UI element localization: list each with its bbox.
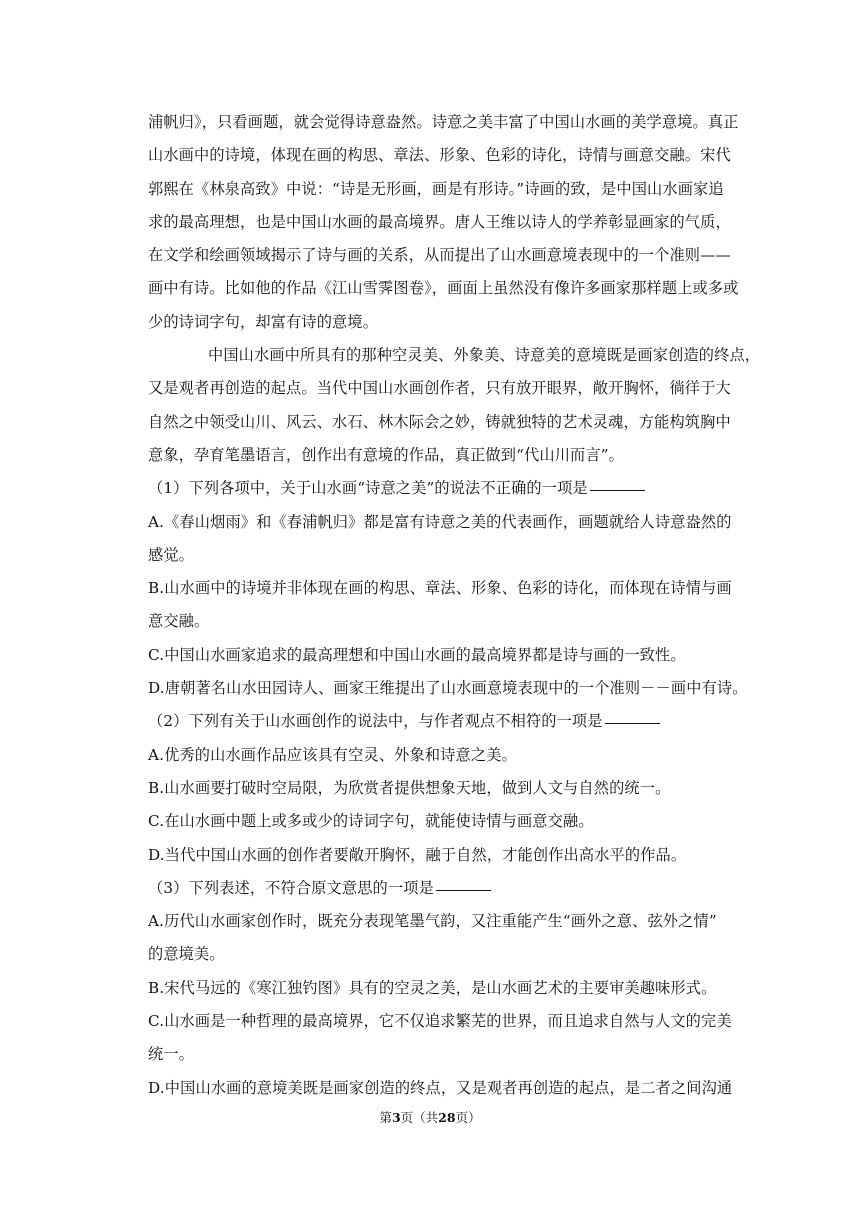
- text-line: 郭熙在《林泉高致》中说：“诗是无形画，画是有形诗。”诗画的致，是中国山水画家追: [148, 179, 724, 198]
- question-1: [148, 472, 748, 705]
- question-stem: [148, 472, 728, 505]
- text-line: 山水画中的诗境，体现在画的构思、章法、形象、色彩的诗化，诗情与画意交融。宋代: [148, 146, 731, 165]
- text-line: 浦帆归》，只看画题，就会觉得诗意盎然。诗意之美丰富了中国山水画的美学意境。真正: [148, 113, 739, 131]
- option-b-continued: 意交融。: [148, 612, 210, 631]
- text-line: 画中有诗。比如他的作品《江山雪霁图卷》，画面上虽然没有像许多画家那样题上或多或: [148, 279, 739, 298]
- page-footer: [0, 1108, 860, 1126]
- option-b: B.山水画要打破时空局限，为欣赏者提供想象天地，做到人文与自然的统一。: [148, 778, 671, 797]
- question-stem: [148, 705, 728, 738]
- question-stem-text: （2）下列有关于山水画创作的说法中，与作者观点不相符的一项是: [148, 712, 603, 731]
- option-c: C.山水画是一种哲理的最高境界，它不仅追求繁芜的世界，而且追求自然与人文的完美: [148, 1012, 732, 1031]
- answer-blank: [590, 489, 645, 491]
- passage-paragraph-1: [148, 106, 739, 339]
- footer-total-pages: 28: [438, 1110, 456, 1125]
- text-line: 求的最高理想，也是中国山水画的最高境界。唐人王维以诗人的学养彰显画家的气质，: [148, 212, 731, 231]
- text-line: 意象，孕育笔墨语言，创作出有意境的作品，真正做到“代山川而言”。: [148, 445, 624, 464]
- text-line: 中国山水画中所具有的那种空灵美、外象美、诗意美的意境既是画家创造的终点，: [208, 346, 761, 365]
- text-line: 少的诗词字句，却富有诗的意境。: [148, 312, 379, 331]
- text-line: 自然之中领受山川、风云、水石、林木际会之妙，铸就独特的艺术灵魂，方能构筑胸中: [148, 412, 731, 431]
- question-stem-text: （1）下列各项中，关于山水画“诗意之美”的说法不正确的一项是: [148, 479, 588, 498]
- option-a-continued: 的意境美。: [148, 945, 225, 964]
- document-page: [148, 106, 761, 1105]
- question-stem: [148, 872, 728, 905]
- question-stem-text: （3）下列表述，不符合原文意思的一项是: [148, 878, 434, 897]
- option-a: A.《春山烟雨》和《春浦帆归》都是富有诗意之美的代表画作，画题就给人诗意盎然的: [148, 512, 732, 531]
- option-a-continued: 感觉。: [148, 545, 195, 564]
- text-line: 又是观者再创造的起点。当代中国山水画创作者，只有放开眼界，敞开胸怀，徜徉于大: [148, 379, 731, 398]
- option-d: D.中国山水画的意境美既是画家创造的终点，又是观者再创造的起点，是二者之间沟通: [148, 1078, 733, 1097]
- footer-page-number: 3: [391, 1110, 401, 1125]
- option-b: B.山水画中的诗境并非体现在画的构思、章法、形象、色彩的诗化，而体现在诗情与画: [148, 579, 732, 598]
- question-2: [148, 705, 728, 871]
- option-a: A.优秀的山水画作品应该具有空灵、外象和诗意之美。: [148, 745, 517, 764]
- answer-blank: [436, 889, 491, 891]
- passage-paragraph-2: [148, 339, 761, 472]
- option-c: C.中国山水画家追求的最高理想和中国山水画的最高境界都是诗与画的一致性。: [148, 645, 686, 664]
- footer-prefix: 第: [379, 1110, 392, 1125]
- footer-suffix: 页）: [455, 1110, 481, 1125]
- footer-middle: 页（共: [400, 1110, 439, 1125]
- question-3: [148, 872, 733, 1105]
- option-b: B.宋代马远的《寒江独钓图》具有的空灵之美，是山水画艺术的主要审美趣味形式。: [148, 978, 717, 997]
- option-c: C.在山水画中题上或多或少的诗词字句，就能使诗情与画意交融。: [148, 812, 594, 831]
- answer-blank: [605, 722, 660, 724]
- option-c-continued: 统一。: [148, 1045, 195, 1064]
- option-a: A.历代山水画家创作时，既充分表现笔墨气韵，又注重能产生“画外之意、弦外之情”: [148, 912, 717, 931]
- option-d: D.唐朝著名山水田园诗人、画家王维提出了山水画意境表现中的一个准则－－画中有诗。: [148, 679, 748, 698]
- text-line: 在文学和绘画领域揭示了诗与画的关系，从而提出了山水画意境表现中的一个准则——: [148, 246, 731, 265]
- option-d: D.当代中国山水画的创作者要敞开胸怀，融于自然，才能创作出高水平的作品。: [148, 845, 687, 864]
